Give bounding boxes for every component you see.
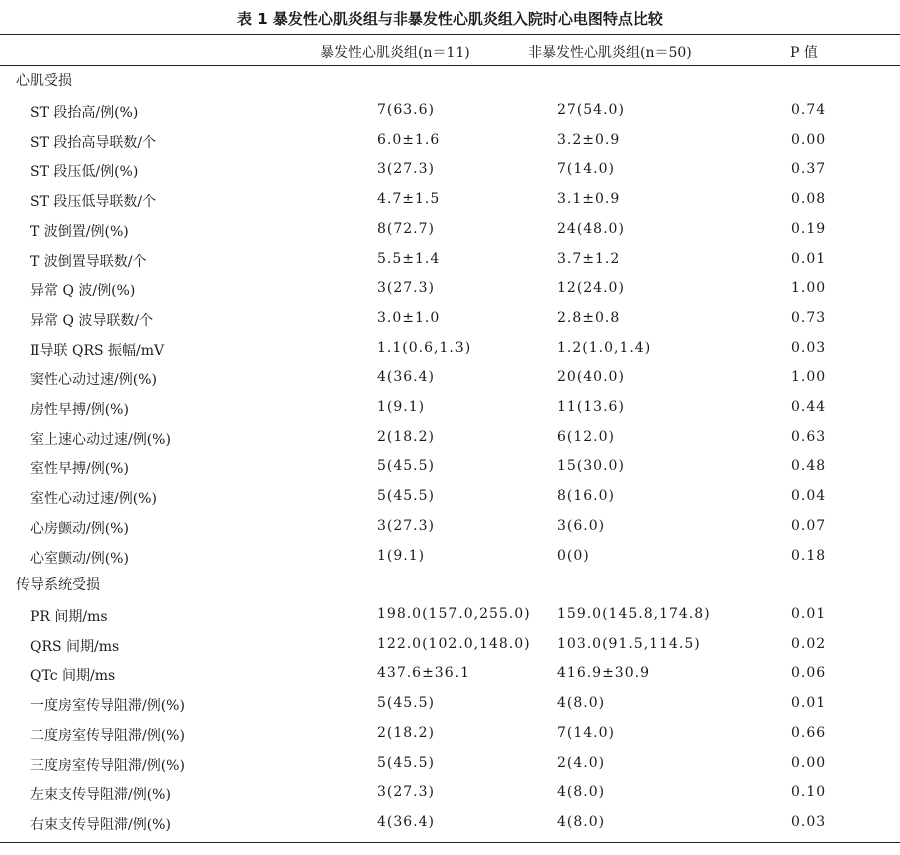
row-label: 二度房室传导阻滞/例(%) bbox=[30, 727, 185, 744]
cell-group1: 8(72.7) bbox=[377, 220, 436, 237]
table-row bbox=[0, 512, 900, 541]
cell-group1: 2(18.2) bbox=[377, 724, 436, 741]
bottom-rule bbox=[0, 842, 900, 843]
cell-group2: 7(14.0) bbox=[557, 724, 616, 741]
cell-group2: 3(6.0) bbox=[557, 517, 606, 534]
cell-group1: 7(63.6) bbox=[377, 102, 436, 118]
cell-group1: 4.7±1.5 bbox=[377, 191, 441, 208]
header-group2: 非暴发性心肌炎组(n＝50) bbox=[528, 45, 692, 61]
cell-group2: 3.2±0.9 bbox=[557, 131, 621, 148]
cell-group2: 11(13.6) bbox=[557, 399, 625, 415]
cell-group1: 5.5±1.4 bbox=[377, 250, 441, 267]
row-label: 心室颤动/例(%) bbox=[30, 550, 129, 567]
cell-group1: 3(27.3) bbox=[377, 784, 436, 801]
cell-group2: 2(4.0) bbox=[557, 754, 606, 771]
cell-p-value: 0.00 bbox=[791, 754, 827, 771]
cell-group2: 416.9±30.9 bbox=[557, 665, 650, 682]
cell-p-value: 0.02 bbox=[791, 635, 827, 652]
cell-group1: 1(9.1) bbox=[377, 399, 426, 415]
cell-p-value: 1.00 bbox=[791, 369, 827, 386]
header-rule bbox=[0, 65, 900, 66]
cell-group2: 24(48.0) bbox=[557, 220, 625, 237]
cell-p-value: 0.44 bbox=[791, 399, 827, 415]
cell-p-value: 0.07 bbox=[791, 517, 827, 534]
section-heading: 传导系统受损 bbox=[16, 577, 100, 593]
cell-p-value: 0.66 bbox=[791, 724, 827, 741]
table-row bbox=[0, 778, 900, 807]
cell-p-value: 0.19 bbox=[791, 220, 827, 237]
table-row bbox=[0, 185, 900, 214]
cell-group1: 2(18.2) bbox=[377, 428, 436, 445]
table-row bbox=[0, 423, 900, 452]
cell-group2: 0(0) bbox=[557, 547, 590, 564]
row-label: QTc 间期/ms bbox=[30, 668, 116, 685]
cell-group1: 1.1(0.6,1.3) bbox=[377, 339, 472, 356]
row-label: ST 段压低/例(%) bbox=[30, 164, 139, 181]
cell-p-value: 0.03 bbox=[791, 813, 827, 830]
cell-p-value: 1.00 bbox=[791, 280, 827, 297]
cell-group2: 103.0(91.5,114.5) bbox=[557, 635, 701, 652]
cell-p-value: 0.04 bbox=[791, 488, 827, 505]
row-label: 室性早搏/例(%) bbox=[30, 461, 129, 478]
cell-group1: 1(9.1) bbox=[377, 547, 426, 564]
cell-p-value: 0.74 bbox=[791, 102, 827, 118]
row-label: Ⅱ导联 QRS 振幅/mV bbox=[30, 342, 165, 359]
cell-p-value: 0.73 bbox=[791, 309, 827, 326]
cell-p-value: 0.03 bbox=[791, 339, 827, 356]
table-row bbox=[0, 245, 900, 274]
cell-group2: 4(8.0) bbox=[557, 695, 606, 712]
row-label: 一度房室传导阻滞/例(%) bbox=[30, 698, 185, 715]
row-label: 房性早搏/例(%) bbox=[30, 402, 129, 418]
cell-p-value: 0.63 bbox=[791, 428, 827, 445]
cell-group2: 15(30.0) bbox=[557, 458, 625, 475]
table-row bbox=[0, 96, 900, 125]
cell-group1: 4(36.4) bbox=[377, 813, 436, 830]
cell-group1: 5(45.5) bbox=[377, 695, 436, 712]
cell-group1: 198.0(157.0,255.0) bbox=[377, 606, 531, 622]
row-label: 三度房室传导阻滞/例(%) bbox=[30, 757, 185, 774]
table-row bbox=[0, 304, 900, 333]
cell-group2: 1.2(1.0,1.4) bbox=[557, 339, 652, 356]
cell-group1: 5(45.5) bbox=[377, 458, 436, 475]
cell-p-value: 0.01 bbox=[791, 695, 827, 712]
row-label: 室性心动过速/例(%) bbox=[30, 491, 157, 508]
cell-group1: 122.0(102.0,148.0) bbox=[377, 635, 531, 652]
cell-p-value: 0.10 bbox=[791, 784, 827, 801]
cell-group2: 159.0(145.8,174.8) bbox=[557, 606, 711, 622]
row-label: T 波倒置/例(%) bbox=[30, 223, 129, 240]
cell-group2: 4(8.0) bbox=[557, 784, 606, 801]
table-row bbox=[0, 600, 900, 629]
cell-p-value: 0.06 bbox=[791, 665, 827, 682]
table-row bbox=[0, 215, 900, 244]
table-row bbox=[0, 126, 900, 155]
cell-group2: 3.7±1.2 bbox=[557, 250, 621, 267]
cell-group2: 8(16.0) bbox=[557, 488, 616, 505]
cell-group2: 20(40.0) bbox=[557, 369, 625, 386]
cell-p-value: 0.37 bbox=[791, 161, 827, 178]
table-row bbox=[0, 393, 900, 422]
table-row bbox=[0, 363, 900, 392]
table-row bbox=[0, 749, 900, 778]
row-label: QRS 间期/ms bbox=[30, 638, 120, 655]
cell-group1: 3(27.3) bbox=[377, 517, 436, 534]
cell-group1: 3(27.3) bbox=[377, 280, 436, 297]
cell-group1: 3.0±1.0 bbox=[377, 309, 441, 326]
row-label: 左束支传导阻滞/例(%) bbox=[30, 787, 171, 804]
header-p-value: P 值 bbox=[790, 45, 818, 61]
cell-group2: 12(24.0) bbox=[557, 280, 625, 297]
cell-group1: 3(27.3) bbox=[377, 161, 436, 178]
header-group1: 暴发性心肌炎组(n＝11) bbox=[320, 45, 470, 61]
cell-p-value: 0.18 bbox=[791, 547, 827, 564]
table-row bbox=[0, 719, 900, 748]
row-label: 室上速心动过速/例(%) bbox=[30, 431, 171, 448]
row-label: 心房颤动/例(%) bbox=[30, 520, 129, 537]
table-row bbox=[0, 482, 900, 511]
table-row bbox=[0, 689, 900, 718]
table-row bbox=[0, 274, 900, 303]
table-row bbox=[0, 630, 900, 659]
cell-group1: 5(45.5) bbox=[377, 488, 436, 505]
row-label: ST 段抬高/例(%) bbox=[30, 105, 139, 121]
cell-p-value: 0.48 bbox=[791, 458, 827, 475]
section-heading: 心肌受损 bbox=[16, 73, 72, 89]
table-row bbox=[0, 334, 900, 363]
cell-group2: 3.1±0.9 bbox=[557, 191, 621, 208]
table-row bbox=[0, 542, 900, 571]
cell-p-value: 0.01 bbox=[791, 606, 827, 622]
table-title: 表 1 暴发性心肌炎组与非暴发性心肌炎组入院时心电图特点比较 bbox=[237, 10, 663, 28]
cell-group1: 4(36.4) bbox=[377, 369, 436, 386]
cell-group2: 27(54.0) bbox=[557, 102, 625, 118]
table-row bbox=[0, 155, 900, 184]
row-label: ST 段抬高导联数/个 bbox=[30, 134, 157, 151]
row-label: 右束支传导阻滞/例(%) bbox=[30, 816, 171, 833]
cell-group1: 6.0±1.6 bbox=[377, 131, 441, 148]
table-header bbox=[0, 38, 900, 64]
cell-group2: 7(14.0) bbox=[557, 161, 616, 178]
table-row bbox=[0, 659, 900, 688]
cell-p-value: 0.01 bbox=[791, 250, 827, 267]
cell-p-value: 0.00 bbox=[791, 131, 827, 148]
table-row bbox=[0, 452, 900, 481]
row-label: ST 段压低导联数/个 bbox=[30, 194, 157, 211]
cell-group2: 6(12.0) bbox=[557, 428, 616, 445]
cell-group1: 5(45.5) bbox=[377, 754, 436, 771]
row-label: PR 间期/ms bbox=[30, 609, 108, 625]
table-row bbox=[0, 808, 900, 837]
cell-p-value: 0.08 bbox=[791, 191, 827, 208]
row-label: 窦性心动过速/例(%) bbox=[30, 372, 157, 389]
cell-group1: 437.6±36.1 bbox=[377, 665, 470, 682]
cell-group2: 2.8±0.8 bbox=[557, 309, 621, 326]
top-rule bbox=[0, 34, 900, 35]
row-label: 异常 Q 波/例(%) bbox=[30, 283, 136, 300]
row-label: T 波倒置导联数/个 bbox=[30, 253, 147, 270]
cell-group2: 4(8.0) bbox=[557, 813, 606, 830]
row-label: 异常 Q 波导联数/个 bbox=[30, 312, 154, 329]
